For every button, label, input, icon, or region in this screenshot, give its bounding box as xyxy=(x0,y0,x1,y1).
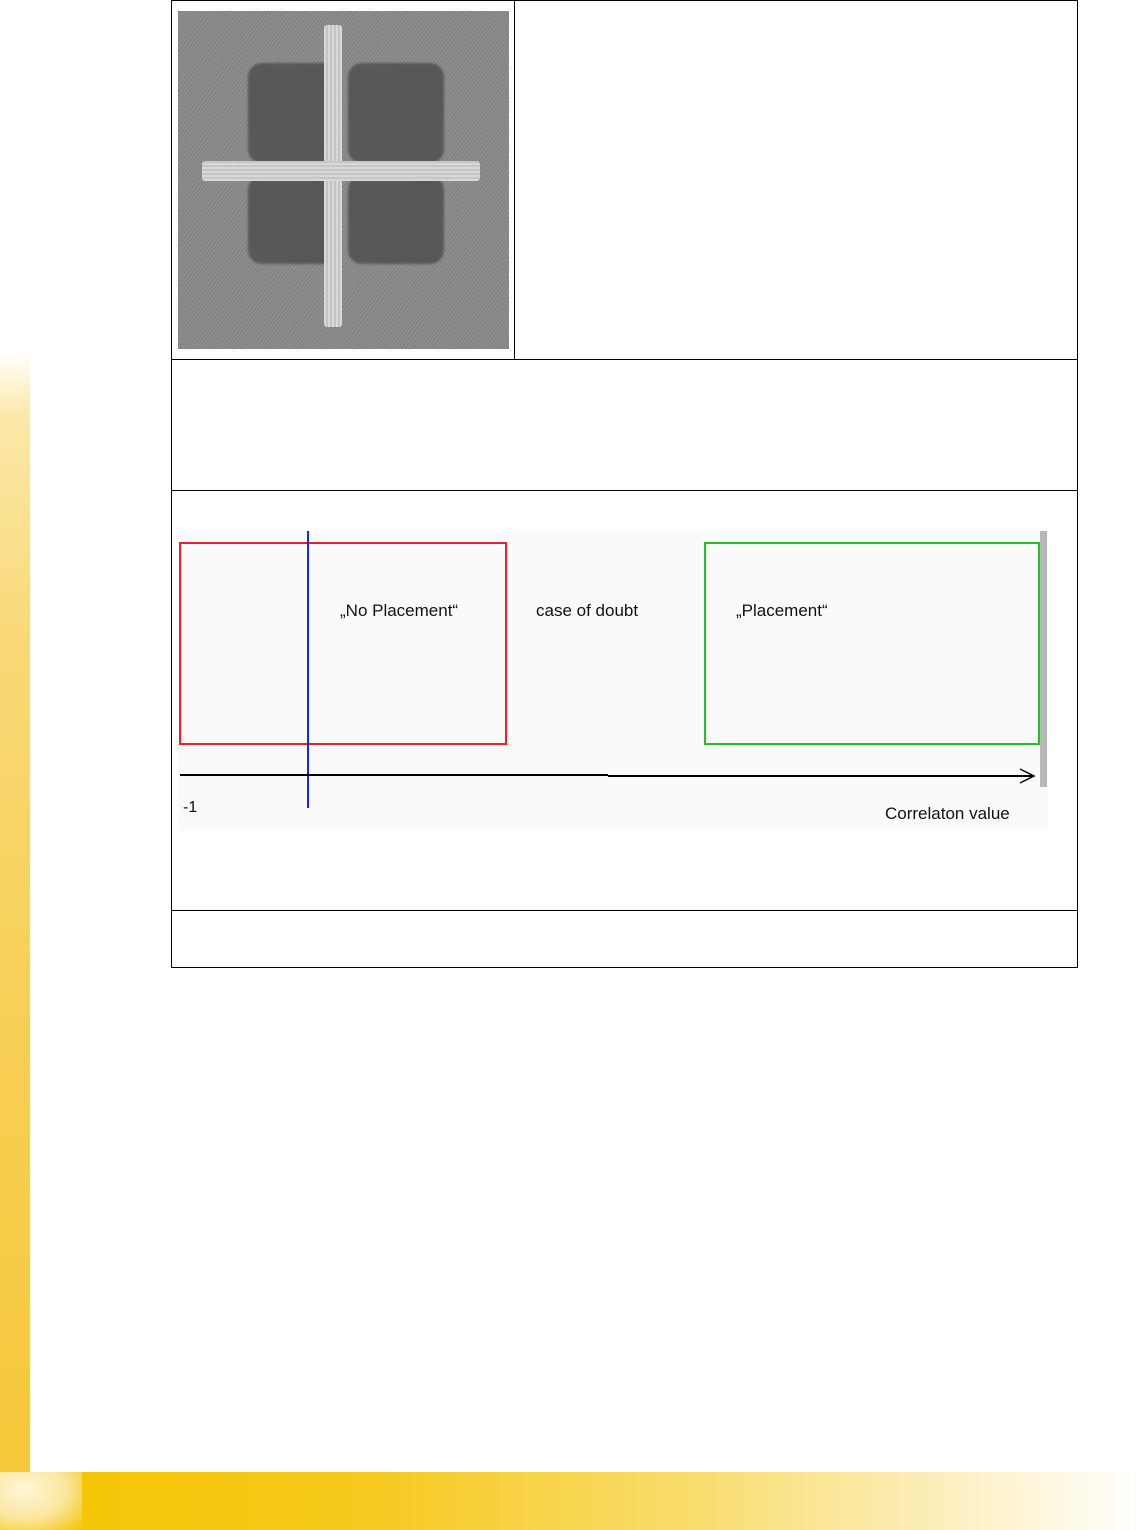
diagram-canvas xyxy=(178,531,1048,831)
placement-label: „Placement“ xyxy=(736,601,828,620)
table-row-image xyxy=(172,0,1077,360)
document-table xyxy=(171,0,1078,968)
dark-quadrant xyxy=(348,176,444,264)
axis-label: Correlaton value xyxy=(885,804,1010,823)
table-row-diagram xyxy=(172,491,1077,911)
no-placement-box xyxy=(180,543,506,744)
fiducial-cross-image xyxy=(178,11,509,349)
cross-horizontal-bar xyxy=(202,161,480,181)
right-edge-bar xyxy=(1040,531,1047,787)
table-row-empty-bottom xyxy=(172,911,1077,967)
bottom-corner-decoration xyxy=(0,1472,82,1530)
no-placement-label: „No Placement“ xyxy=(340,601,459,620)
axis-min-label: -1 xyxy=(183,799,198,816)
correlation-diagram xyxy=(178,531,1048,831)
doubt-label: case of doubt xyxy=(536,601,639,620)
table-row-empty xyxy=(172,360,1077,491)
left-decorative-band xyxy=(0,350,30,1480)
bottom-decorative-band xyxy=(0,1472,1136,1530)
placement-box xyxy=(705,543,1039,744)
image-cell xyxy=(172,1,515,360)
dark-quadrant xyxy=(348,63,444,163)
